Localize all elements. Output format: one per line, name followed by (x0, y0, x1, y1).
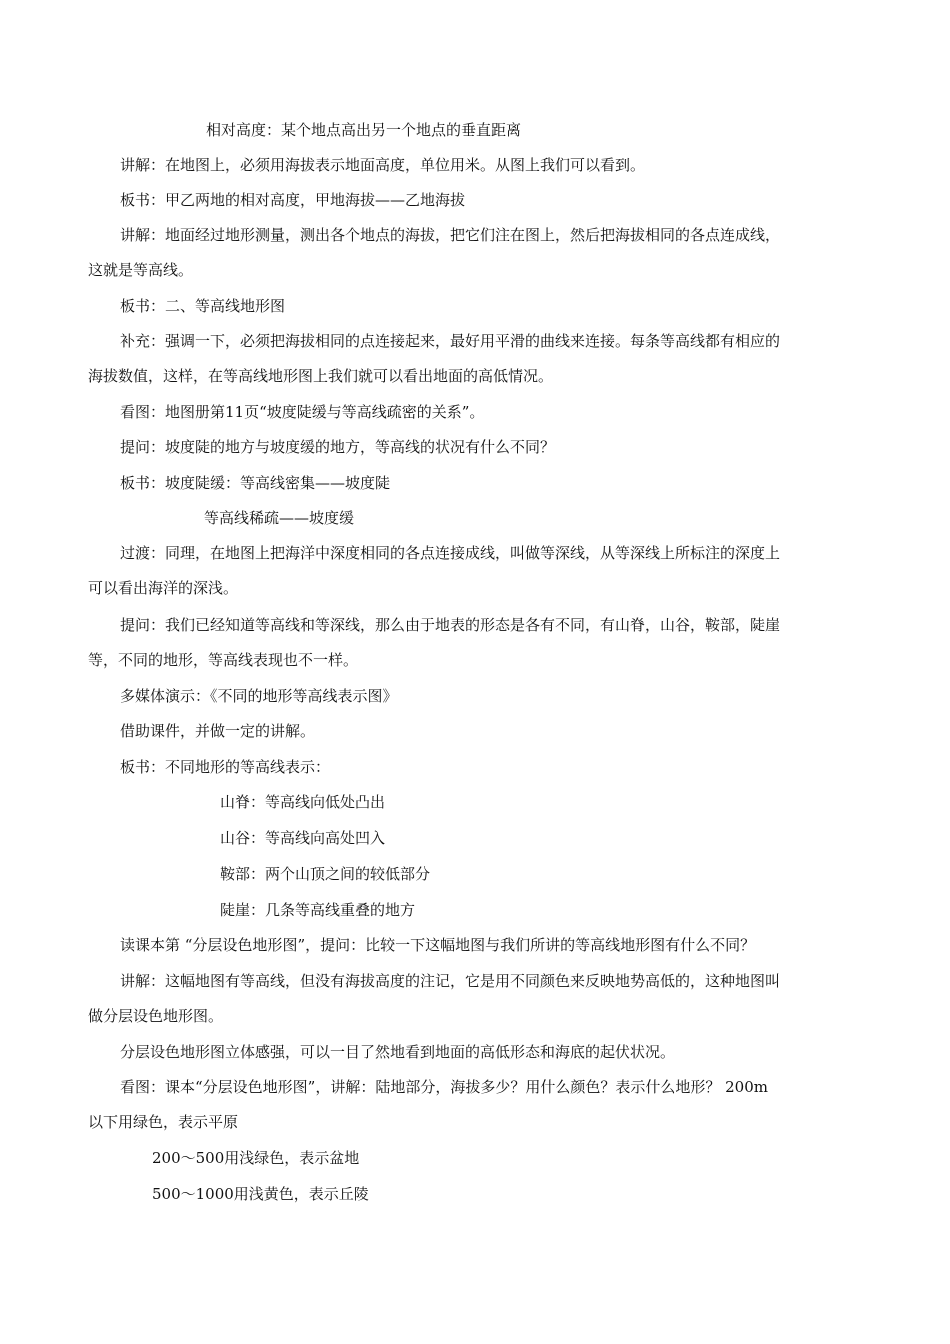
paragraph-view-map: 看图：地图册第11页“坡度陡缓与等高线疏密的关系”。 (120, 403, 485, 421)
board-note-relative-height: 板书：甲乙两地的相对高度，甲地海拔——乙地海拔 (120, 191, 466, 209)
list-item-cliff: 陡崖：几条等高线重叠的地方 (220, 901, 416, 919)
paragraph-question-slope: 提问：坡度陡的地方与坡度缓的地方，等高线的状况有什么不同？ (120, 438, 556, 456)
paragraph-line: 补充：强调一下，必须把海拔相同的点连接起来，最好用平滑的曲线来连接。每条等高线都有相应的 (120, 332, 781, 350)
paragraph-question-landforms (88, 615, 860, 670)
paragraph-layered-color-map (88, 971, 860, 1026)
paragraph-line: 这就是等高线。 (88, 261, 194, 279)
paragraph-contour-definition (88, 225, 860, 280)
paragraph-line: 可以看出海洋的深浅。 (88, 579, 239, 597)
paragraph-layered-color-map-benefit: 分层设色地形图立体感强，可以一目了然地看到地面的高低形态和海底的起伏状况。 (120, 1043, 676, 1061)
paragraph-line: 做分层设色地形图。 (88, 1007, 224, 1025)
paragraph-line: 看图：课本“分层设色地形图”，讲解：陆地部分，海拔多少？用什么颜色？表示什么地形？ 200m (120, 1078, 768, 1096)
paragraph-read-textbook: 读课本第 “分层设色地形图”，提问：比较一下这幅地图与我们所讲的等高线地形图有什么不同？ (120, 936, 756, 954)
paragraph-line: 讲解：这幅地图有等高线，但没有海拔高度的注记，它是用不同颜色来反映地势高低的，这种地图叫 (120, 972, 781, 990)
list-item-valley: 山谷：等高线向高处凹入 (220, 829, 386, 847)
list-item-basin: 200～500用浅绿色，表示盆地 (152, 1149, 360, 1167)
paragraph-line: 海拔数值，这样，在等高线地形图上我们就可以看出地面的高低情况。 (88, 367, 554, 385)
paragraph-supplement (88, 331, 860, 386)
list-item-ridge: 山脊：等高线向低处凸出 (220, 793, 386, 811)
list-item-hills: 500～1000用浅黄色，表示丘陵 (152, 1185, 369, 1203)
paragraph-transition-depth (88, 543, 860, 598)
paragraph-explanation-altitude: 讲解：在地图上，必须用海拔表示地面高度，单位用米。从图上我们可以看到。 (120, 156, 646, 174)
board-note-landform-contours: 板书：不同地形的等高线表示： (120, 758, 331, 776)
paragraph-line: 讲解：地面经过地形测量，测出各个地点的海拔，把它们注在图上，然后把海拔相同的各点连成线， (120, 226, 781, 244)
board-note-slope-gentle: 等高线稀疏——坡度缓 (204, 509, 355, 527)
definition-relative-height: 相对高度：某个地点高出另一个地点的垂直距离 (206, 121, 522, 139)
paragraph-line: 以下用绿色，表示平原 (88, 1113, 239, 1131)
board-note-section-heading: 板书：二、等高线地形图 (120, 297, 286, 315)
paragraph-multimedia-demo: 多媒体演示：《不同的地形等高线表示图》 (120, 687, 398, 705)
paragraph-view-textbook-map (88, 1077, 860, 1132)
paragraph-courseware: 借助课件，并做一定的讲解。 (120, 722, 316, 740)
paragraph-line: 等，不同的地形，等高线表现也不一样。 (88, 651, 359, 669)
board-note-slope: 板书：坡度陡缓：等高线密集——坡度陡 (120, 474, 391, 492)
paragraph-line: 提问：我们已经知道等高线和等深线，那么由于地表的形态是各有不同，有山脊，山谷，鞍部，陡崖 (120, 616, 781, 634)
paragraph-line: 过渡：同理，在地图上把海洋中深度相同的各点连接成线，叫做等深线，从等深线上所标注的深度上 (120, 544, 781, 562)
list-item-saddle: 鞍部：两个山顶之间的较低部分 (220, 865, 431, 883)
